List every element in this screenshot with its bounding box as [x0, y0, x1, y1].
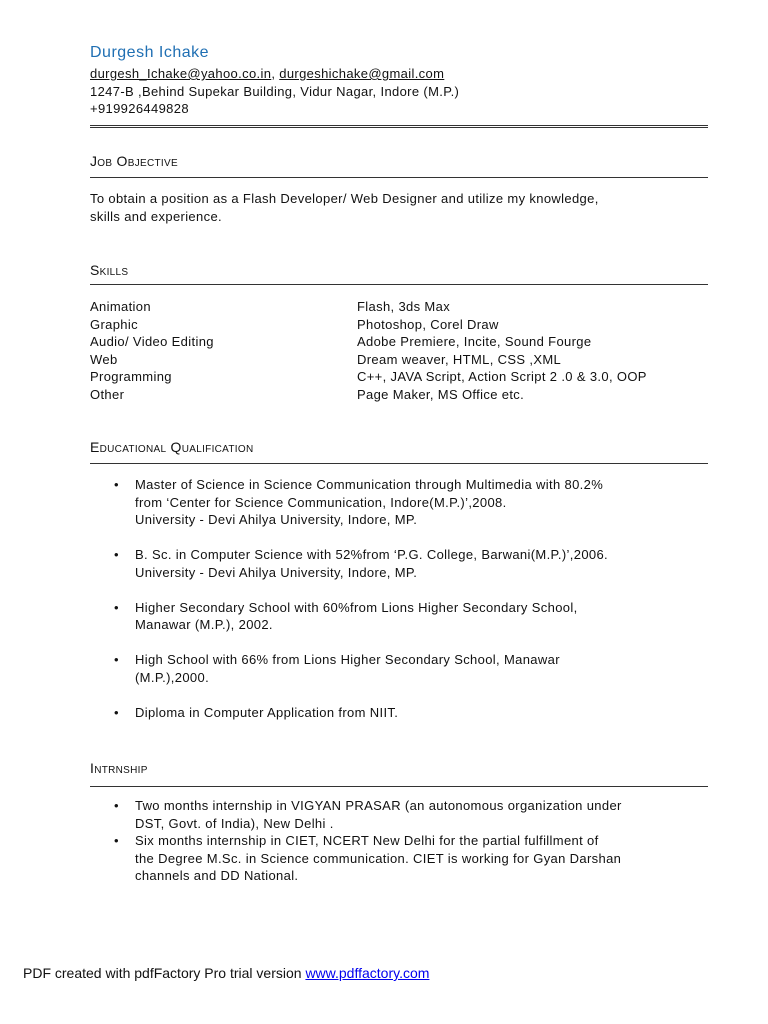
internship-line: DST, Govt. of India), New Delhi . — [135, 815, 334, 831]
skill-row — [90, 386, 708, 404]
education-line: Manawar (M.P.), 2002. — [135, 617, 273, 632]
job-objective-heading: Job Objective — [90, 153, 178, 169]
skill-row — [90, 298, 708, 316]
internship-list — [90, 797, 710, 885]
education-line: University - Devi Ahilya University, Indore, MP. — [135, 512, 418, 527]
bullet-icon: • — [114, 547, 119, 562]
skill-row — [90, 333, 708, 351]
pdffactory-link[interactable]: www.pdffactory.com — [305, 965, 430, 981]
skill-label: Animation — [90, 299, 151, 314]
job-objective-line: To obtain a position as a Flash Developer/ Web Designer and utilize my knowledge, — [90, 191, 599, 206]
bullet-icon: • — [114, 599, 119, 615]
bullet-icon: • — [114, 833, 119, 848]
education-line: Diploma in Computer Application from NIIT. — [135, 704, 399, 720]
skill-value: Photoshop, Corel Draw — [357, 316, 499, 332]
bullet-icon: • — [114, 798, 119, 813]
skill-label: Web — [90, 351, 118, 367]
skills-heading: Skills — [90, 262, 129, 278]
header-divider — [90, 125, 708, 128]
job-objective-line: skills and experience. — [90, 208, 222, 224]
skill-label: Programming — [90, 369, 172, 384]
education-item — [90, 546, 675, 581]
education-line: from ‘Center for Science Communication, Indore(M.P.)’,2008. — [135, 494, 507, 510]
skill-value: C++, JAVA Script, Action Script 2 .0 & 3.0, OOP — [357, 369, 647, 384]
internship-line: the Degree M.Sc. in Science communication. CIET is working for Gyan Darshan — [135, 850, 622, 866]
job-objective-divider — [90, 177, 708, 178]
education-item — [90, 651, 675, 686]
job-objective-text — [90, 190, 690, 225]
skills-table — [90, 298, 708, 403]
internship-line: Two months internship in VIGYAN PRASAR (an autonomous organization under — [135, 798, 622, 813]
skill-label: Audio/ Video Editing — [90, 334, 214, 349]
phone-line: +919926449828 — [90, 101, 189, 116]
skills-divider — [90, 284, 708, 285]
education-list — [90, 476, 710, 721]
address-line: 1247-B ,Behind Supekar Building, Vidur Nagar, Indore (M.P.) — [90, 83, 460, 99]
bullet-icon: • — [114, 704, 119, 720]
education-line: High School with 66% from Lions Higher Secondary School, Manawar — [135, 652, 560, 667]
email-line — [90, 65, 459, 83]
resume-page — [90, 0, 710, 1024]
internship-line: Six months internship in CIET, NCERT New Delhi for the partial fulfillment of — [135, 833, 599, 848]
skill-value: Flash, 3ds Max — [357, 299, 451, 314]
bullet-icon: • — [114, 477, 119, 492]
internship-line: channels and DD National. — [135, 868, 299, 883]
email-link-gmail[interactable]: durgeshichake@gmail.com — [279, 66, 445, 81]
internship-item — [90, 832, 675, 885]
skill-row — [90, 368, 708, 386]
education-item — [90, 476, 675, 529]
candidate-name: Durgesh Ichake — [90, 44, 210, 61]
contact-block — [90, 65, 459, 118]
email-separator: , — [271, 66, 280, 81]
skill-value: Adobe Premiere, Incite, Sound Fourge — [357, 334, 592, 349]
internship-heading: Intrnship — [90, 760, 148, 776]
education-line: Higher Secondary School with 60%from Lions Higher Secondary School, — [135, 599, 578, 615]
skill-row — [90, 351, 708, 369]
email-link-yahoo[interactable]: durgesh_Ichake@yahoo.co.in — [90, 66, 272, 81]
skill-label: Other — [90, 386, 125, 402]
pdf-footer — [23, 965, 429, 981]
skill-value: Dream weaver, HTML, CSS ,XML — [357, 351, 562, 367]
education-line: Master of Science in Science Communication through Multimedia with 80.2% — [135, 477, 604, 492]
education-line: B. Sc. in Computer Science with 52%from ‘P.G. College, Barwani(M.P.)’,2006. — [135, 547, 609, 562]
education-line: University - Devi Ahilya University, Indore, MP. — [135, 564, 418, 580]
footer-text: PDF created with pdfFactory Pro trial version — [23, 965, 306, 981]
internship-item — [90, 797, 675, 832]
education-divider — [90, 463, 708, 464]
education-line: (M.P.),2000. — [135, 669, 210, 685]
skill-row — [90, 316, 708, 334]
bullet-icon: • — [114, 652, 119, 667]
skill-label: Graphic — [90, 316, 138, 332]
education-heading: Educational Qualification — [90, 439, 254, 455]
education-item — [90, 704, 675, 722]
internship-divider — [90, 786, 708, 787]
education-item — [90, 599, 675, 634]
skill-value: Page Maker, MS Office etc. — [357, 386, 525, 402]
